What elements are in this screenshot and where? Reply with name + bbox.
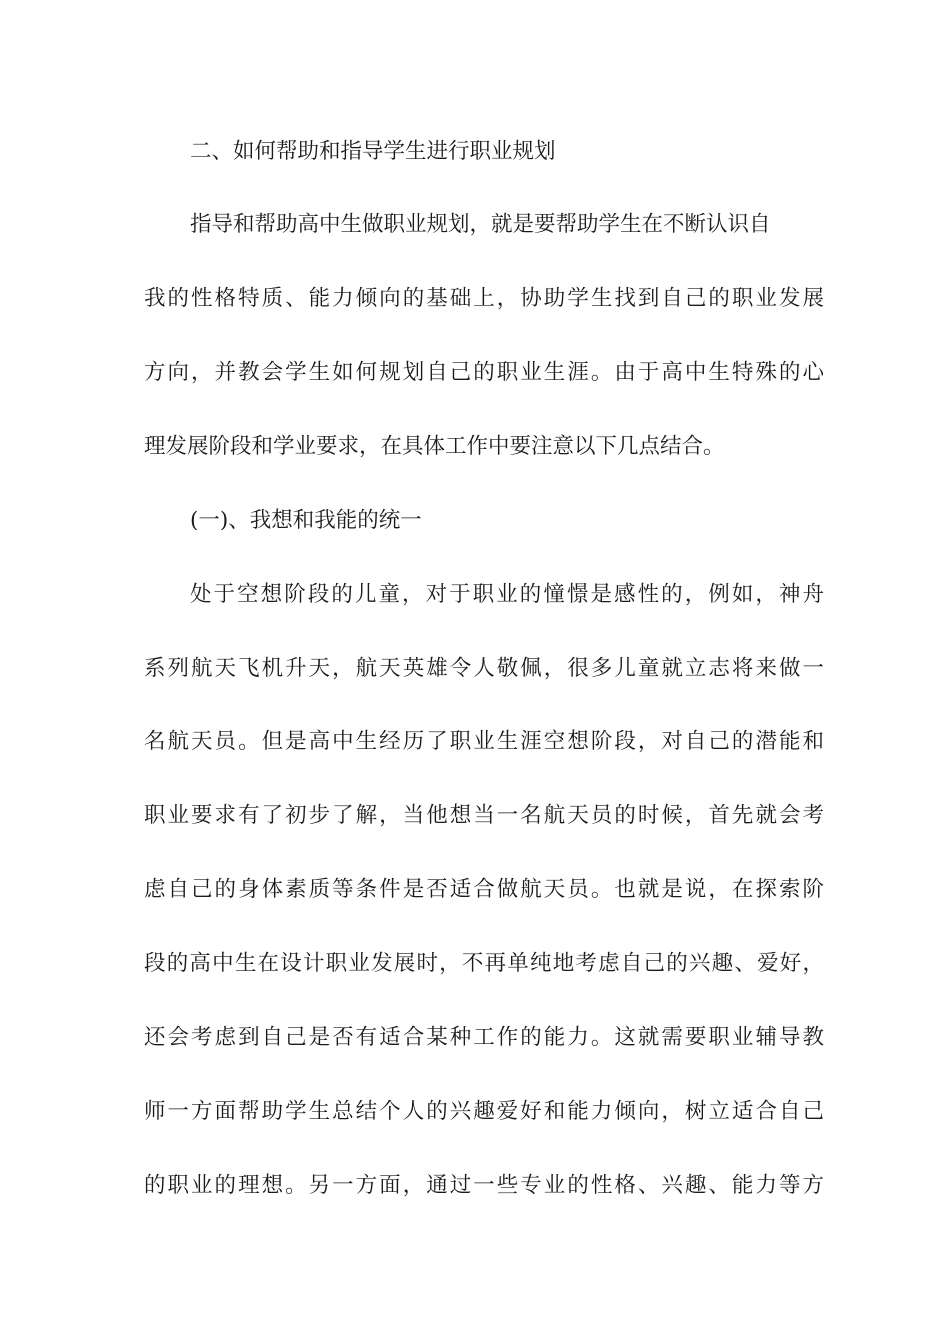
paragraph-line: 方向，并教会学生如何规划自己的职业生涯。由于高中生特殊的心 bbox=[144, 360, 824, 385]
subheading: (一)、我想和我能的统一 bbox=[190, 508, 422, 533]
paragraph-line: 指导和帮助高中生做职业规划，就是要帮助学生在不断认识自 bbox=[190, 212, 771, 237]
paragraph-line: 处于空想阶段的儿童，对于职业的憧憬是感性的，例如，神舟 bbox=[190, 582, 824, 607]
paragraph-line: 的职业的理想。另一方面，通过一些专业的性格、兴趣、能力等方 bbox=[144, 1173, 824, 1198]
paragraph-line: 理发展阶段和学业要求，在具体工作中要注意以下几点结合。 bbox=[144, 434, 725, 459]
paragraph-line: 段的高中生在设计职业发展时，不再单纯地考虑自己的兴趣、爱好， bbox=[144, 951, 824, 976]
paragraph-line: 我的性格特质、能力倾向的基础上，协助学生找到自己的职业发展 bbox=[144, 286, 824, 311]
paragraph-line: 虑自己的身体素质等条件是否适合做航天员。也就是说，在探索阶 bbox=[144, 877, 824, 902]
section-heading: 二、如何帮助和指导学生进行职业规划 bbox=[190, 139, 556, 164]
paragraph-line: 师一方面帮助学生总结个人的兴趣爱好和能力倾向，树立适合自己 bbox=[144, 1099, 824, 1124]
paragraph-line: 系列航天飞机升天，航天英雄令人敬佩，很多儿童就立志将来做一 bbox=[144, 656, 824, 681]
paragraph-line: 还会考虑到自己是否有适合某种工作的能力。这就需要职业辅导教 bbox=[144, 1025, 824, 1050]
paragraph-line: 名航天员。但是高中生经历了职业生涯空想阶段，对自己的潜能和 bbox=[144, 729, 824, 754]
paragraph-line: 职业要求有了初步了解，当他想当一名航天员的时候，首先就会考 bbox=[144, 803, 824, 828]
